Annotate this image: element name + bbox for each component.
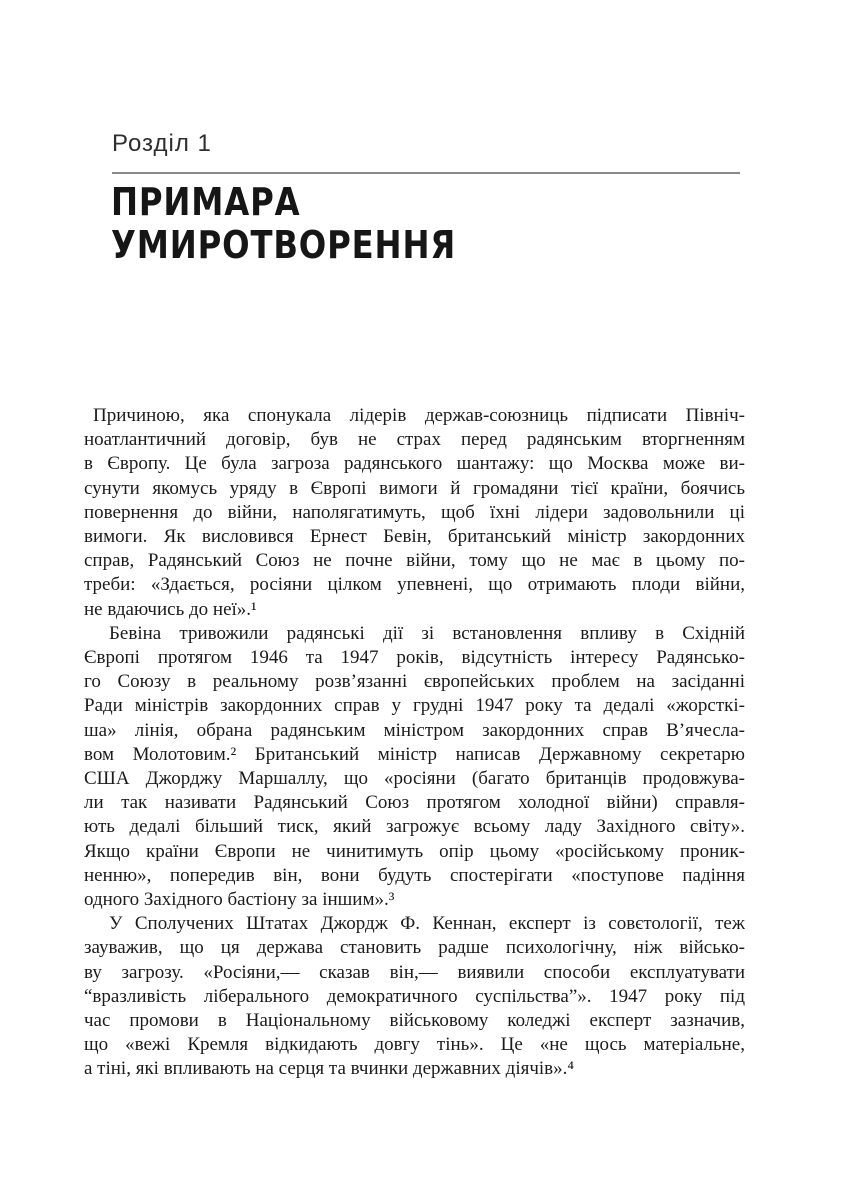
- text-line: ненню», попередив він, вони будуть спостерігати «поступове падіння: [84, 864, 745, 886]
- chapter-title-line-2: УМИРОТВОРЕННЯ: [111, 223, 457, 267]
- text-line: справ, Радянський Союз не почне війни, тому що не має в цьому по-: [84, 550, 745, 572]
- text-line: ву загрозу. «Росіяни,— сказав він,— виявили способи експлуатувати: [84, 961, 745, 983]
- text-line: що «вежі Кремля відкидають довгу тінь». Це «не щось матеріальне,: [84, 1034, 745, 1056]
- text-line: Ради міністрів закордонних справ у грудні 1947 року та дедалі «жорсткі-: [84, 695, 745, 717]
- text-line: ша» лінія, обрана радянським міністром закордонних справ В’ячесла-: [84, 719, 745, 741]
- text-line: час промови в Національному військовому коледжі експерт зазначив,: [84, 1010, 745, 1032]
- chapter-title: [111, 181, 456, 267]
- text-line: ноатлантичний договір, був не страх перед радянським вторгненням: [84, 429, 745, 451]
- text-line: Причиною, яка спонукала лідерів держав-союзниць підписати Північ-: [93, 405, 745, 426]
- text-line: а тіні, які впливають на серця та вчинки державних діячів».⁴: [84, 1058, 575, 1080]
- text-line: сунути якомусь уряду в Європі вимоги й громадяни тієї країни, боячись: [84, 477, 745, 499]
- text-line: У Сполучених Штатах Джордж Ф. Кеннан, експерт із совєтології, теж: [109, 913, 745, 935]
- text-line: ють дедалі більший тиск, який загрожує всьому ладу Західного світу».: [84, 816, 745, 838]
- body-text: [84, 404, 745, 1082]
- text-line: “вразливість ліберального демократичного суспільства”». 1947 року під: [84, 985, 745, 1007]
- text-line: Європі протягом 1946 та 1947 років, відсутність інтересу Радянсько-: [84, 647, 745, 669]
- text-line: Якщо країни Європи не чинитимуть опір цьому «російському проник-: [84, 840, 745, 862]
- text-line: вом Молотовим.² Британський міністр написав Державному секретарю: [84, 743, 745, 765]
- paragraph: [84, 404, 745, 622]
- text-line: го Союзу в реальному розв’язанні європейських проблем на засіданні: [84, 671, 745, 693]
- text-line: вимоги. Як висловився Ернест Бевін, британський міністр закордонних: [84, 526, 745, 548]
- text-line: Бевіна тривожили радянські дії зі встановлення впливу в Східній: [109, 622, 745, 644]
- text-line: повернення до війни, наполягатимуть, щоб їхні лідери задовольнили ці: [84, 501, 745, 523]
- text-line: треби: «Здається, росіяни цілком упевнені, що отримають плоди війни,: [84, 574, 745, 596]
- paragraph: [84, 622, 745, 912]
- chapter-kicker: Розділ 1: [112, 130, 212, 157]
- chapter-title-line-1: ПРИМАРА: [111, 180, 301, 224]
- chapter-rule: [112, 172, 740, 174]
- text-line: зауважив, що ця держава становить радше психологічну, ніж військо-: [84, 937, 745, 959]
- text-line: в Європу. Це була загроза радянського шантажу: що Москва може ви-: [84, 453, 745, 475]
- text-line: не вдаючись до неї».¹: [84, 598, 257, 620]
- text-line: США Джорджу Маршаллу, що «росіяни (багато британців продовжува-: [84, 768, 745, 790]
- text-line: одного Західного бастіону за іншим».³: [84, 889, 395, 911]
- text-line: ли так називати Радянський Союз протягом холодної війни) справля-: [84, 792, 745, 814]
- paragraph: [84, 912, 745, 1081]
